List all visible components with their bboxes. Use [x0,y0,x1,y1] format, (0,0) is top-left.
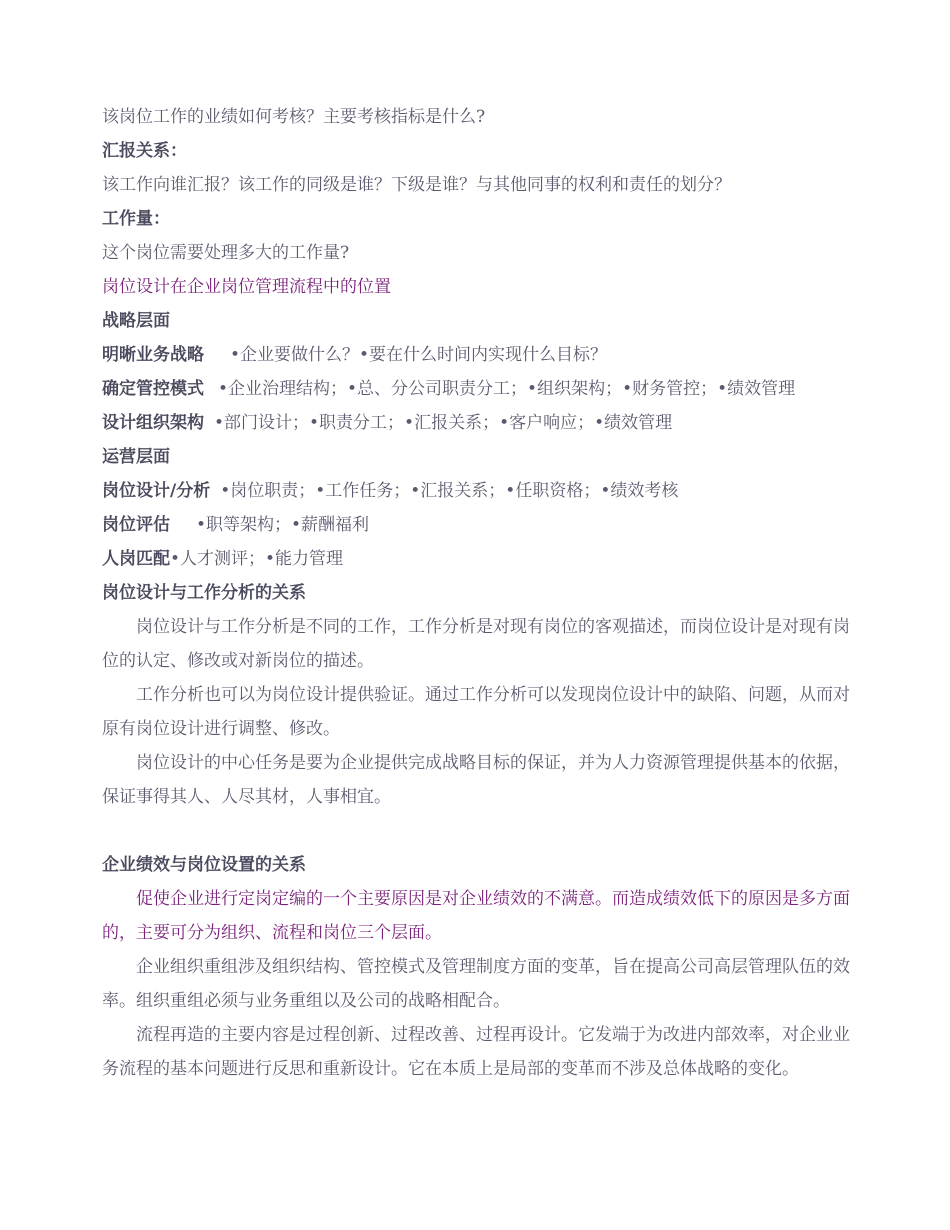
relation-paragraph: 岗位设计的中心任务是要为企业提供完成战略目标的保证，并为人力资源管理提供基本的依据，保证事得其人、人尽其材，人事相宜。 [102,753,850,807]
assessment-question: 该岗位工作的业绩如何考核？主要考核指标是什么? [102,107,486,127]
document-body [102,100,850,1086]
performance-highlight-paragraph: 促使企业进行定岗定编的一个主要原因是对企业绩效的不满意。而造成绩效低下的原因是多方面的，主要可分为组织、流程和岗位三个层面。 [102,889,850,943]
workload-question: 这个岗位需要处理多大的工作量? [102,243,350,263]
operation-row-text: •职等架构；•薪酬福利 [196,515,370,535]
strategy-row-label: 确定管控模式 [102,379,204,399]
strategy-row [102,338,850,372]
strategy-row-text: •企业要做什么？•要在什么时间内实现什么目标？ [230,345,608,365]
strategy-row-label: 明晰业务战略 [102,345,204,365]
report-question: 该工作向谁汇报？该工作的同级是谁？下级是谁？与其他同事的权利和责任的划分？ [102,175,731,195]
strategy-row [102,372,850,406]
operation-row-label: 岗位设计/分析 [102,481,211,501]
strategy-row [102,406,850,440]
operation-heading: 运营层面 [102,447,170,467]
operation-row-label: 人岗匹配 [102,549,170,569]
strategy-heading: 战略层面 [102,311,170,331]
performance-paragraph: 企业组织重组涉及组织结构、管控模式及管理制度方面的变革，旨在提高公司高层管理队伍的效率。组织重组必须与业务重组以及公司的战略相配合。 [102,957,850,1011]
operation-row-text: •人才测评；•能力管理 [170,549,344,569]
workload-heading: 工作量： [102,209,170,229]
operation-row [102,474,850,508]
operation-row [102,542,850,576]
strategy-row-label: 设计组织架构 [102,413,204,433]
spacer [102,814,850,848]
relation-paragraph: 工作分析也可以为岗位设计提供验证。通过工作分析可以发现岗位设计中的缺陷、问题，从而对原有岗位设计进行调整、修改。 [102,685,850,739]
strategy-row-text: •部门设计；•职责分工；•汇报关系；•客户响应；•绩效管理 [214,413,673,433]
report-heading: 汇报关系： [102,141,187,161]
operation-row-text: •岗位职责；•工作任务；•汇报关系；•任职资格；•绩效考核 [220,481,679,501]
relation-heading: 岗位设计与工作分析的关系 [102,583,306,603]
operation-row-label: 岗位评估 [102,515,170,535]
relation-paragraph: 岗位设计与工作分析是不同的工作，工作分析是对现有岗位的客观描述，而岗位设计是对现有岗位的认定、修改或对新岗位的描述。 [102,617,850,671]
section-title-position: 岗位设计在企业岗位管理流程中的位置 [102,277,391,297]
operation-row [102,508,850,542]
performance-heading: 企业绩效与岗位设置的关系 [102,855,306,875]
strategy-row-text: •企业治理结构；•总、分公司职责分工；•组织架构；•财务管控；•绩效管理 [218,379,796,399]
performance-paragraph: 流程再造的主要内容是过程创新、过程改善、过程再设计。它发端于为改进内部效率，对企业业务流程的基本问题进行反思和重新设计。它在本质上是局部的变革而不涉及总体战略的变化。 [102,1025,850,1079]
